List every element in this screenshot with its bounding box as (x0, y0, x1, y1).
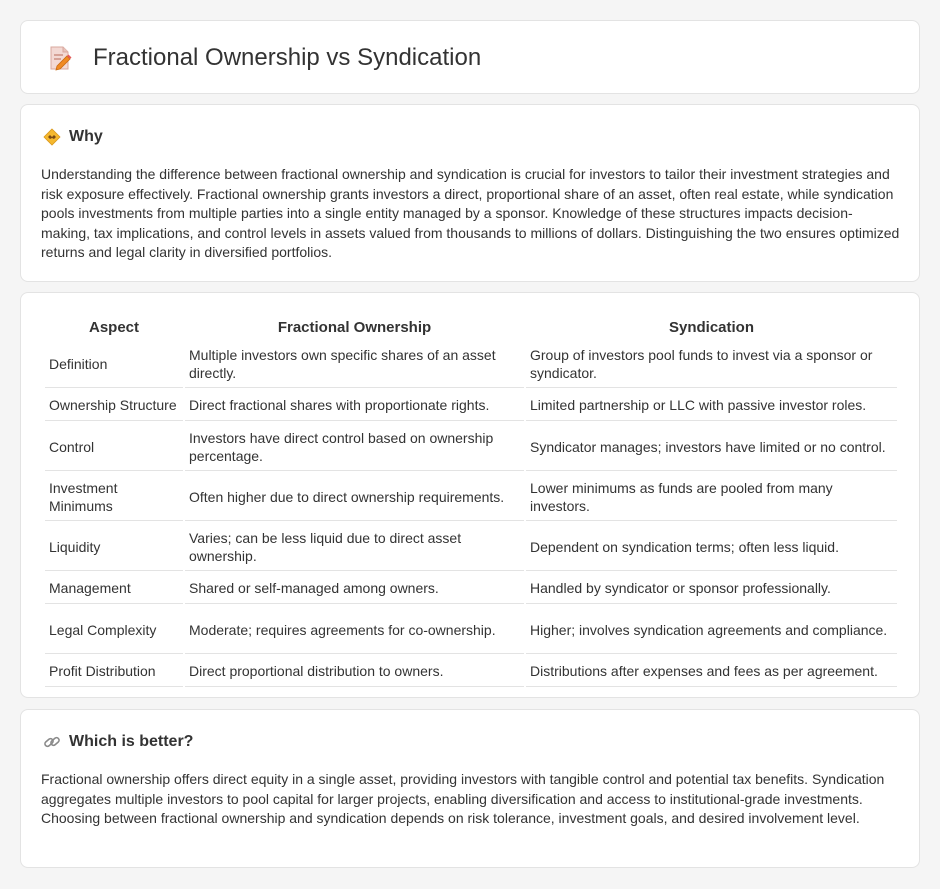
row-fractional: Multiple investors own specific shares of an asset directly. (185, 340, 524, 388)
better-card (20, 709, 920, 868)
better-text: Fractional ownership offers direct equity in a single asset, providing investors with tangible control and potential tax benefits. Syndication aggregates multiple investors to pool capital for larger projects, enabling diversification and access to institutional-grade investments. Choosing between fractional ownership and syndication depends on risk tolerance, investment goals, and desired involvement level. (41, 771, 885, 827)
table-row (45, 390, 897, 421)
comparison-card (20, 292, 920, 698)
row-aspect: Definition (45, 340, 183, 388)
better-heading (43, 732, 193, 752)
table-row (45, 340, 897, 388)
header-syndication: Syndication (668, 319, 754, 336)
why-card (20, 104, 920, 282)
row-aspect: Control (45, 423, 183, 471)
header-card (20, 20, 920, 94)
row-syndication: Dependent on syndication terms; often less liquid. (526, 523, 897, 571)
row-syndication: Higher; involves syndication agreements and compliance. (526, 606, 897, 654)
table-row (45, 606, 897, 654)
row-aspect: Profit Distribution (45, 656, 183, 687)
row-syndication: Syndicator manages; investors have limited or no control. (526, 423, 897, 471)
row-syndication: Group of investors pool funds to invest via a sponsor or syndicator. (526, 340, 897, 388)
why-heading (43, 127, 103, 147)
handshake-icon (43, 128, 61, 146)
row-fractional: Investors have direct control based on ownership percentage. (185, 423, 524, 471)
table-row (45, 423, 897, 471)
why-text: Understanding the difference between fractional ownership and syndication is crucial for investors to tailor their investment strategies and risk exposure effectively. Fractional ownership grants investors a direct, proportional share of an asset, often real estate, while syndication pools investments from multiple parties into a single entity managed by a sponsor. Knowledge of these structures impacts decision-making, tax implications, and control levels in assets valued from thousands to millions of dollars. Distinguishing the two ensures optimized returns and legal clarity in diversified portfolios. (41, 166, 900, 261)
row-aspect: Management (45, 573, 183, 604)
page-title: Fractional Ownership vs Syndication (93, 44, 482, 71)
table-row (45, 523, 897, 571)
title-wrap (47, 43, 481, 73)
row-aspect: Legal Complexity (45, 606, 183, 654)
comparison-table (43, 315, 899, 689)
row-aspect: Investment Minimums (45, 473, 183, 521)
table-row (45, 473, 897, 521)
table-row (45, 573, 897, 604)
row-fractional: Direct proportional distribution to owners. (185, 656, 524, 687)
table-row (45, 656, 897, 687)
why-title: Why (69, 128, 103, 145)
link-icon (43, 733, 61, 751)
row-fractional: Moderate; requires agreements for co-ownership. (185, 606, 524, 654)
row-syndication: Distributions after expenses and fees as per agreement. (526, 656, 897, 687)
row-fractional: Direct fractional shares with proportionate rights. (185, 390, 524, 421)
better-title: Which is better? (69, 733, 194, 750)
document-pencil-icon (47, 44, 73, 72)
row-fractional: Shared or self-managed among owners. (185, 573, 524, 604)
row-fractional: Varies; can be less liquid due to direct asset ownership. (185, 523, 524, 571)
row-syndication: Lower minimums as funds are pooled from many investors. (526, 473, 897, 521)
table-header-row (45, 317, 897, 338)
row-aspect: Ownership Structure (45, 390, 183, 421)
row-syndication: Handled by syndicator or sponsor professionally. (526, 573, 897, 604)
row-aspect: Liquidity (45, 523, 183, 571)
header-aspect: Aspect (88, 319, 140, 336)
row-fractional: Often higher due to direct ownership requirements. (185, 473, 524, 521)
header-fractional: Fractional Ownership (277, 319, 432, 336)
row-syndication: Limited partnership or LLC with passive investor roles. (526, 390, 897, 421)
